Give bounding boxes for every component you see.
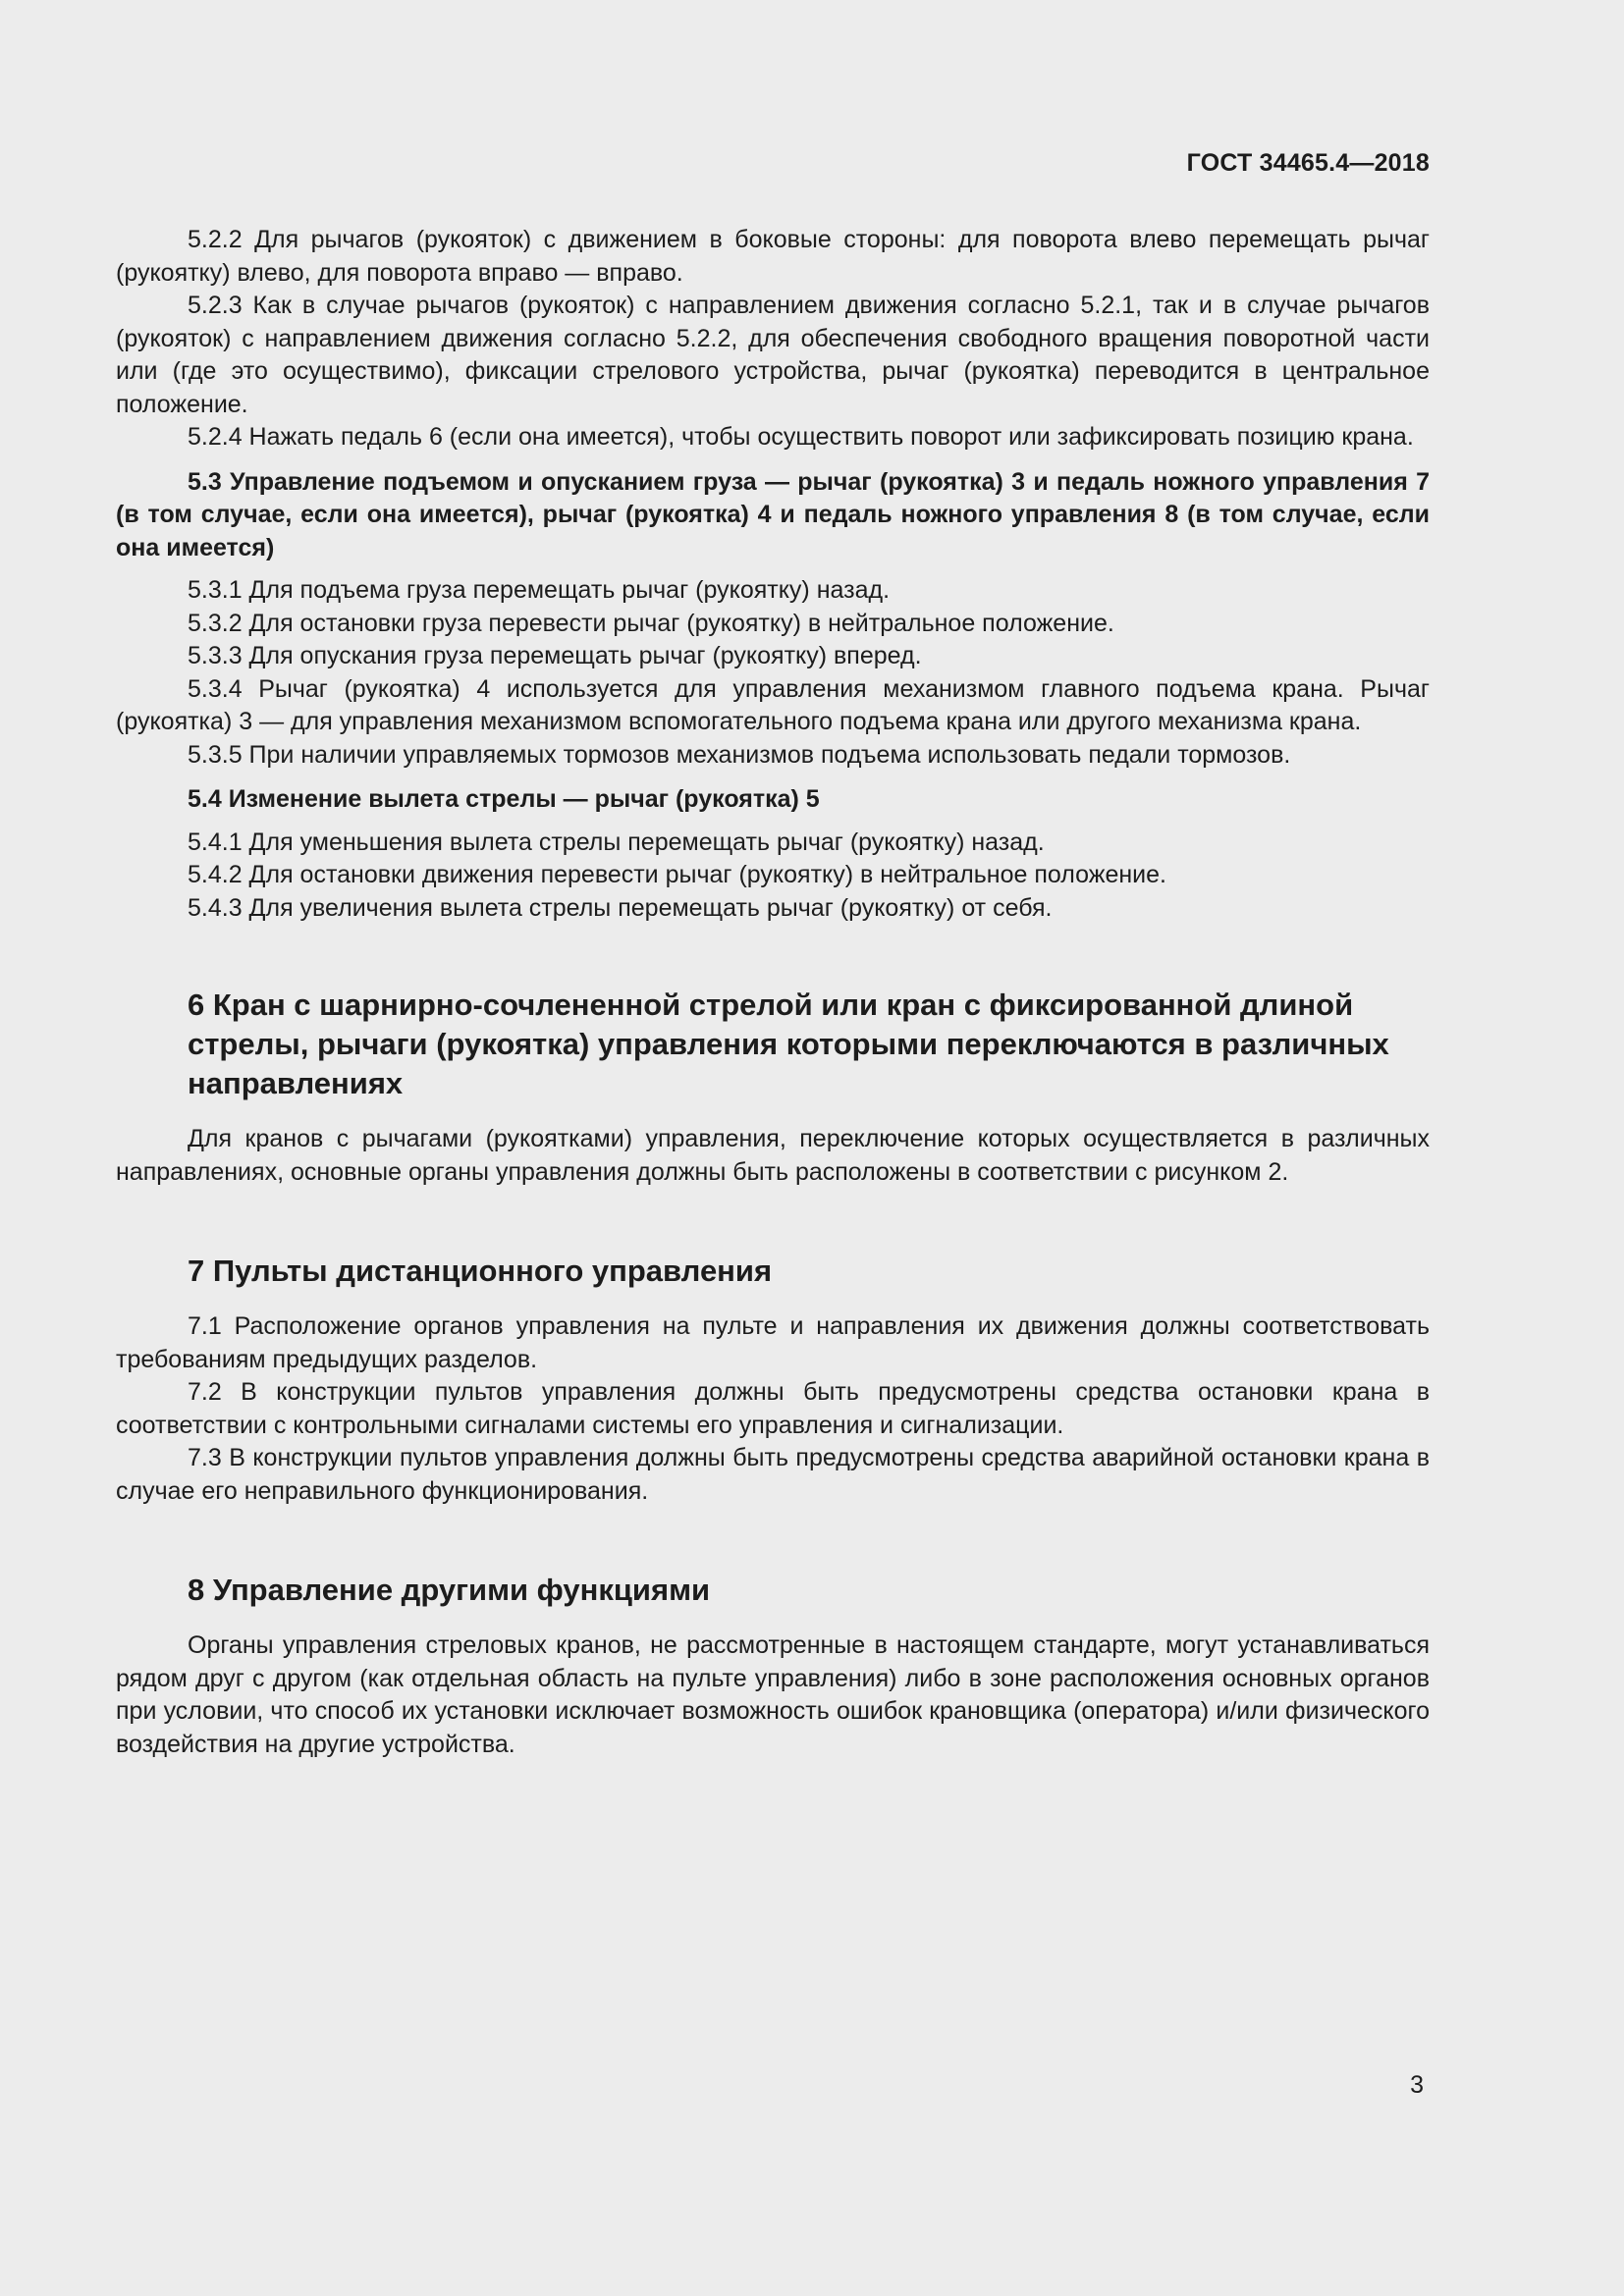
section-title-8: 8 Управление другими функциями (188, 1573, 711, 1607)
document-body (116, 224, 1430, 1761)
paragraph-section-6: Для кранов с рычагами (рукоятками) управления, переключение которых осуществляется в различных направлениях, основные органы управления должны быть расположены в соответствии с рисунком 2. (116, 1125, 1430, 1186)
subsection-heading-5-4: 5.4 Изменение вылета стрелы — рычаг (рукоятка) 5 (188, 785, 820, 813)
document-header-id: ГОСТ 34465.4—2018 (1186, 149, 1430, 177)
paragraph-7-1: 7.1 Расположение органов управления на пульте и направления их движения должны соответствовать требованиям предыдущих разделов. (116, 1312, 1430, 1373)
paragraph-5-3-5: 5.3.5 При наличии управляемых тормозов механизмов подъема использовать педали тормозов. (188, 740, 1291, 769)
paragraph-5-2-2: 5.2.2 Для рычагов (рукояток) с движением в боковые стороны: для поворота влево перемещать рычаг (рукоятку) влево, для поворота вправо — вправо. (116, 226, 1430, 287)
paragraph-5-4-2: 5.4.2 Для остановки движения перевести рычаг (рукоятку) в нейтральное положение. (188, 861, 1166, 888)
paragraph-5-3-1: 5.3.1 Для подъема груза перемещать рычаг (рукоятку) назад. (188, 576, 891, 604)
paragraph-5-2-4: 5.2.4 Нажать педаль 6 (если она имеется), чтобы осуществить поворот или зафиксировать позицию крана. (188, 423, 1414, 451)
document-page (116, 0, 1430, 2296)
page-number: 3 (1410, 2071, 1424, 2099)
section-title-7: 7 Пульты дистанционного управления (188, 1254, 773, 1288)
paragraph-5-3-2: 5.3.2 Для остановки груза перевести рычаг (рукоятку) в нейтральное положение. (188, 609, 1114, 637)
section-title-6: 6 Кран с шарнирно-сочлененной стрелой или кран с фиксированной длиной стрелы, рычаги (рукоятка) управления которыми переключаются в различных направлениях (188, 988, 1389, 1100)
subsection-heading-5-3: 5.3 Управление подъемом и опусканием груза — рычаг (рукоятка) 3 и педаль ножного управления 7 (в том случае, если она имеется), рычаг (рукоятка) 4 и педаль ножного управления 8 (в том случае, если она имеется) (116, 467, 1430, 561)
paragraph-5-4-1: 5.4.1 Для уменьшения вылета стрелы перемещать рычаг (рукоятку) назад. (188, 828, 1045, 856)
paragraph-5-4-3: 5.4.3 Для увеличения вылета стрелы перемещать рычаг (рукоятку) от себя. (188, 893, 1053, 922)
paragraph-5-3-4: 5.3.4 Рычаг (рукоятка) 4 используется для управления механизмом главного подъема крана. Рычаг (рукоятка) 3 — для управления механизмом вспомогательного подъема крана или другого механизма крана. (116, 674, 1430, 735)
paragraph-5-2-3: 5.2.3 Как в случае рычагов (рукояток) с направлением движения согласно 5.2.1, так и в случае рычагов (рукояток) с направлением движения согласно 5.2.2, для обеспечения свободного вращения поворотной части или (где это осуществимо), фиксации стрелового устройства, рычаг (рукоятка) переводится в центральное положение. (116, 292, 1430, 418)
paragraph-5-3-3: 5.3.3 Для опускания груза перемещать рычаг (рукоятку) вперед. (188, 642, 922, 669)
paragraph-7-2: 7.2 В конструкции пультов управления должны быть предусмотрены средства остановки крана в соответствии с контрольными сигналами системы его управления и сигнализации. (116, 1378, 1430, 1439)
paragraph-section-8: Органы управления стреловых кранов, не рассмотренные в настоящем стандарте, могут устанавливаться рядом друг с другом (как отдельная область на пульте управления) либо в зоне расположения основных органов при условии, что способ их установки исключает возможность ошибок крановщика (оператора) и/или физического воздействия на другие устройства. (116, 1631, 1430, 1758)
paragraph-7-3: 7.3 В конструкции пультов управления должны быть предусмотрены средства аварийной остановки крана в случае его неправильного функционирования. (116, 1444, 1430, 1505)
